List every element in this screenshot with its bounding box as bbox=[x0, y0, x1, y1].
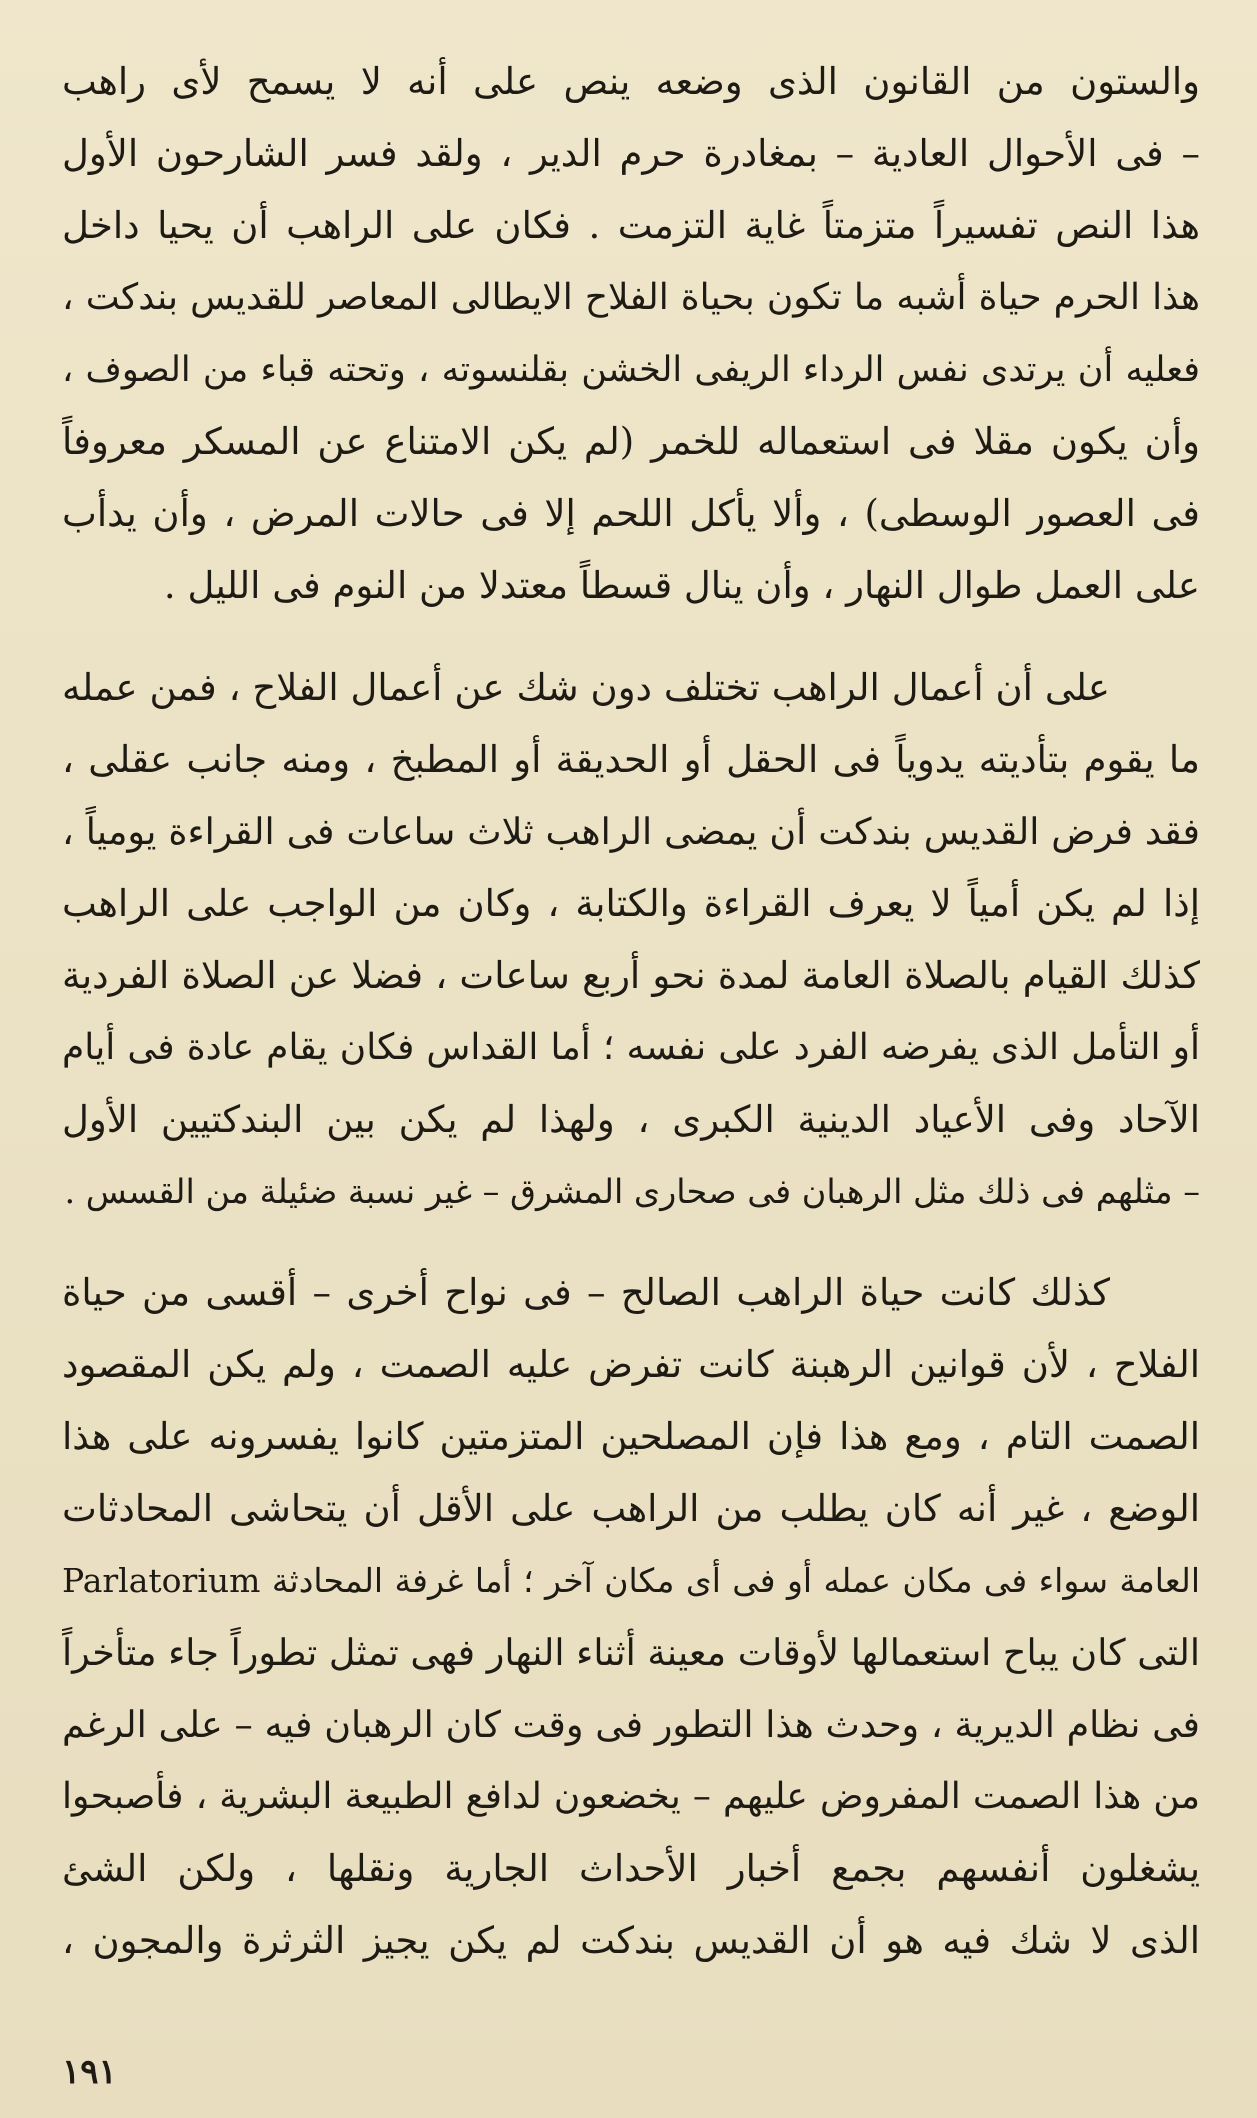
text-line: الآحاد وفى الأعياد الدينية الكبرى ، ولهذا لم يكن بين البندكتيين الأول bbox=[62, 1098, 1200, 1141]
text-line: هذا النص تفسيراً متزمتاً غاية التزمت . فكان على الراهب أن يحيا داخل bbox=[62, 204, 1200, 247]
page-number: ١٩١ bbox=[62, 2052, 117, 2092]
text-line: كذلك كانت حياة الراهب الصالح – فى نواح أخرى – أقسى من حياة bbox=[62, 1271, 1110, 1314]
text-line: أو التأمل الذى يفرضه الفرد على نفسه ؛ أما القداس فكان يقام عادة فى أيام bbox=[62, 1027, 1200, 1068]
paragraph-1 bbox=[62, 46, 1200, 622]
paragraph-3 bbox=[62, 1257, 1200, 1977]
text-line: ما يقوم بتأديته يدوياً فى الحقل أو الحديقة أو المطبخ ، ومنه جانب عقلى ، bbox=[62, 738, 1200, 781]
text-line: على العمل طوال النهار ، وأن ينال قسطاً معتدلا من النوم فى الليل . bbox=[163, 564, 1200, 607]
text-line: الصمت التام ، ومع هذا فإن المصلحين المتزمتين كانوا يفسرونه على هذا bbox=[62, 1415, 1200, 1458]
text-line: العامة سواء فى مكان عمله أو فى أى مكان آخر ؛ أما غرفة المحادثة Parlatorium bbox=[62, 1561, 1200, 1600]
text-line: فى العصور الوسطى) ، وألا يأكل اللحم إلا فى حالات المرض ، وأن يدأب bbox=[62, 492, 1200, 535]
text-line: من هذا الصمت المفروض عليهم – يخضعون لدافع الطبيعة البشرية ، فأصبحوا bbox=[62, 1776, 1200, 1817]
text-line: – مثلهم فى ذلك مثل الرهبان فى صحارى المشرق – غير نسبة ضئيلة من القسس . bbox=[64, 1172, 1200, 1211]
text-line: التى كان يباح استعمالها لأوقات معينة أثناء النهار فهى تمثل تطوراً جاء متأخراً bbox=[62, 1631, 1200, 1674]
text-line: – فى الأحوال العادية – بمغادرة حرم الدير ، ولقد فسر الشارحون الأول bbox=[62, 132, 1200, 175]
paragraph-2 bbox=[62, 652, 1200, 1228]
text-line: على أن أعمال الراهب تختلف دون شك عن أعمال الفلاح ، فمن عمله bbox=[62, 666, 1110, 709]
text-line: الوضع ، غير أنه كان يطلب من الراهب على الأقل أن يتحاشى المحادثات bbox=[62, 1487, 1200, 1530]
text-line: فقد فرض القديس بندكت أن يمضى الراهب ثلاث ساعات فى القراءة يومياً ، bbox=[62, 810, 1200, 853]
text-line: هذا الحرم حياة أشبه ما تكون بحياة الفلاح الايطالى المعاصر للقديس بندكت ، bbox=[62, 277, 1200, 318]
text-line: فعليه أن يرتدى نفس الرداء الريفى الخشن بقلنسوته ، وتحته قباء من الصوف ، bbox=[62, 350, 1200, 390]
text-line: يشغلون أنفسهم بجمع أخبار الأحداث الجارية ونقلها ، ولكن الشئ bbox=[62, 1847, 1200, 1890]
text-line: الفلاح ، لأن قوانين الرهبنة كانت تفرض عليه الصمت ، ولم يكن المقصود bbox=[62, 1343, 1200, 1386]
text-line: فى نظام الديرية ، وحدث هذا التطور فى وقت كان الرهبان فيه – على الرغم bbox=[62, 1703, 1200, 1746]
text-line: كذلك القيام بالصلاة العامة لمدة نحو أربع ساعات ، فضلا عن الصلاة الفردية bbox=[62, 954, 1200, 997]
text-line: إذا لم يكن أمياً لا يعرف القراءة والكتابة ، وكان من الواجب على الراهب bbox=[62, 882, 1200, 925]
text-line: والستون من القانون الذى وضعه ينص على أنه لا يسمح لأى راهب bbox=[62, 60, 1200, 103]
text-line: الذى لا شك فيه هو أن القديس بندكت لم يكن يجيز الثرثرة والمجون ، bbox=[62, 1919, 1200, 1962]
text-line: وأن يكون مقلا فى استعماله للخمر (لم يكن الامتناع عن المسكر معروفاً bbox=[62, 420, 1200, 463]
